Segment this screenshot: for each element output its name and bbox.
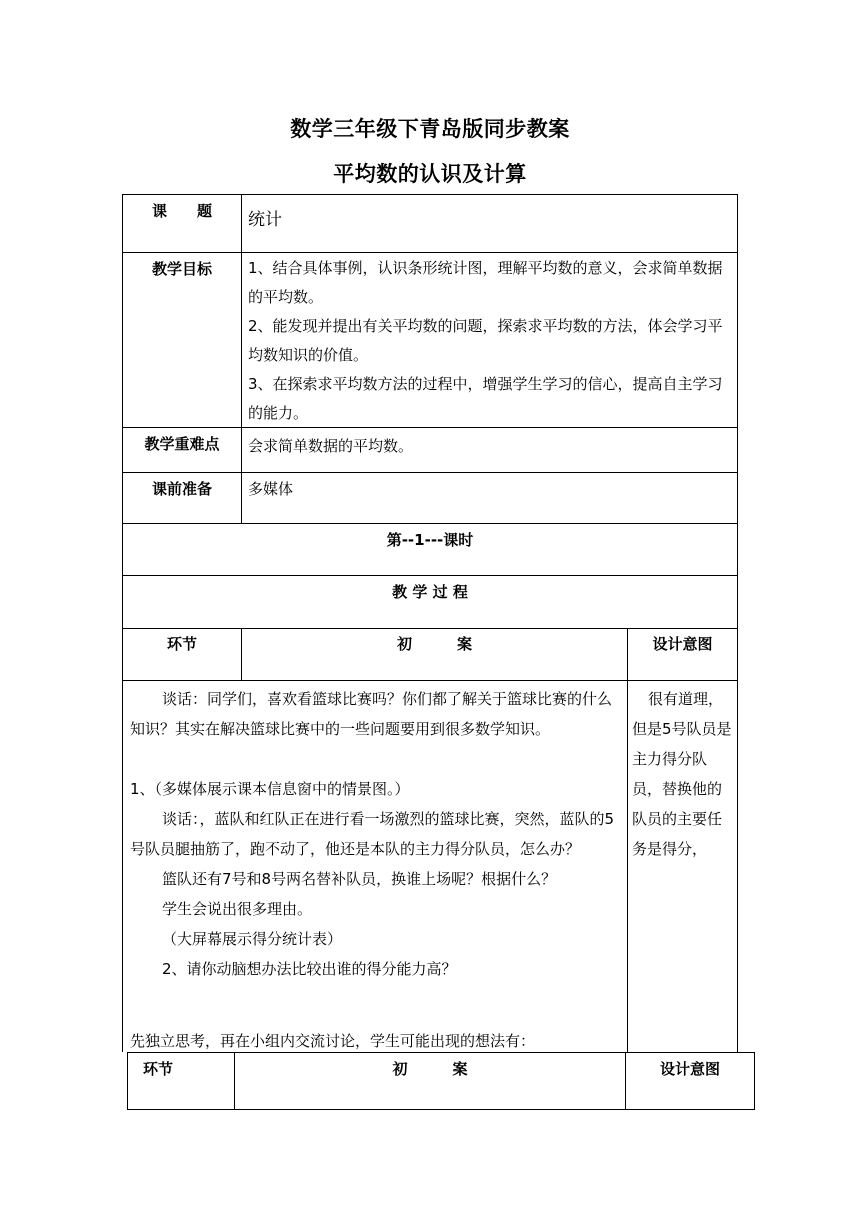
col-section-header: 环节 <box>166 635 197 653</box>
body-paragraph: 篮队还有7号和8号两名替补队员，换谁上场呢？根据什么？ <box>162 870 557 888</box>
body-paragraph: 1、（多媒体展示课本信息窗中的情景图。） <box>130 780 410 798</box>
body-paragraph: 谈话：，蓝队和红队正在进行看一场激烈的篮球比赛，突然，蓝队的5号队员腿抽筋了，跑不动了，他还是本队的主力得分队员，怎么办？ <box>130 810 615 858</box>
col-intent-header: 设计意图 <box>652 635 713 653</box>
lesson-body <box>130 684 623 984</box>
intent-text: 很有道理，但是5号队员是主力得分队员，替换他的队员的主要任务是得分， <box>632 690 732 858</box>
body-paragraph: （大屏幕展示得分统计表） <box>162 930 343 948</box>
process-label: 教 学 过 程 <box>392 583 468 601</box>
body-paragraph: 先独立思考，再在小组内交流讨论，学生可能出现的想法有： <box>130 1032 536 1050</box>
lesson-label: 第--1---课时 <box>386 531 474 549</box>
topic-label: 课 题 <box>151 202 212 220</box>
key-value: 会求简单数据的平均数。 <box>248 437 414 455</box>
prep-value: 多媒体 <box>248 480 294 498</box>
body-paragraph: 学生会说出很多理由。 <box>162 900 313 918</box>
goal-item: 3、在探索求平均数方法的过程中，增强学生学习的信心，提高自主学习的能力。 <box>248 375 723 422</box>
goal-item: 1、结合具体事例，认识条形统计图，理解平均数的意义，会求简单数据的平均数。 <box>248 259 723 306</box>
col-plan-header-2: 初 案 <box>392 1060 468 1078</box>
body-paragraph: 2、请你动脑想办法比较出谁的得分能力高？ <box>162 960 457 978</box>
body-paragraph: 谈话：同学们，喜欢看篮球比赛吗？你们都了解关于篮球比赛的什么知识？其实在解决篮球比赛中的一些问题要用到很多数学知识。 <box>130 690 613 738</box>
goals-content <box>248 254 730 428</box>
goals-label: 教学目标 <box>151 260 212 278</box>
goal-item: 2、能发现并提出有关平均数的问题，探索求平均数的方法，体会学习平均数知识的价值。 <box>248 317 723 364</box>
col-section-header-2: 环节 <box>142 1060 173 1078</box>
document-subtitle: 平均数的认识及计算 <box>333 162 527 186</box>
col-intent-header-2: 设计意图 <box>659 1060 720 1078</box>
col-plan-header: 初 案 <box>396 635 472 653</box>
key-label: 教学重难点 <box>144 435 220 453</box>
prep-label: 课前准备 <box>151 480 212 498</box>
document-title: 数学三年级下青岛版同步教案 <box>290 117 570 141</box>
body-paragraph <box>130 744 623 774</box>
topic-value: 统计 <box>248 210 282 230</box>
